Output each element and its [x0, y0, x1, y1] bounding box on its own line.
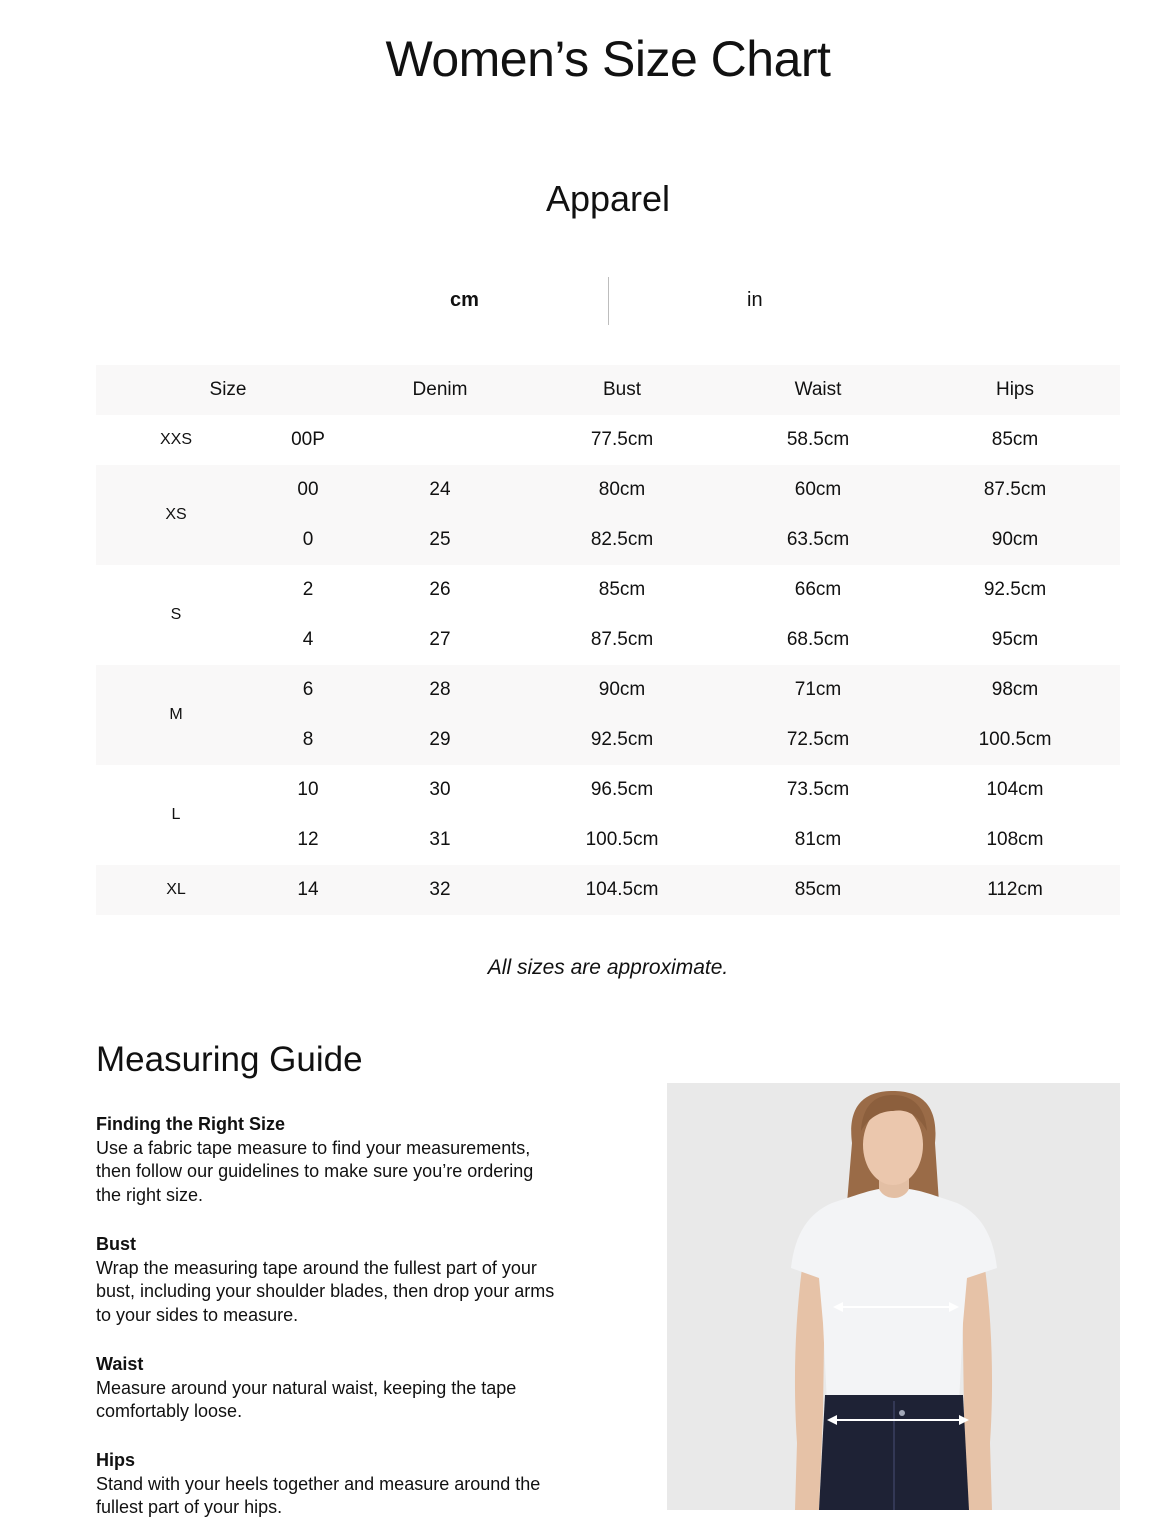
hips-value: 85cm — [991, 429, 1039, 450]
size-group-xs — [96, 465, 1120, 565]
denim-size: 32 — [429, 879, 451, 900]
denim-size: 26 — [429, 579, 451, 600]
waist-value: 85cm — [794, 879, 842, 900]
denim-size: 28 — [429, 679, 451, 700]
denim-size: 27 — [429, 629, 451, 650]
size-number: 10 — [297, 779, 319, 800]
hips-value: 100.5cm — [978, 729, 1052, 750]
section-title-apparel: Apparel — [545, 178, 671, 219]
header-waist: Waist — [794, 379, 842, 400]
denim-size: 31 — [429, 829, 451, 850]
guide-section-waist — [96, 1353, 556, 1424]
size-number: 00P — [291, 429, 325, 450]
hips-value: 95cm — [991, 629, 1039, 650]
denim-size — [360, 415, 520, 465]
approximate-sizes-note: All sizes are approximate. — [487, 956, 729, 979]
unit-cm-button[interactable]: cm — [450, 289, 479, 311]
unit-toggle — [0, 277, 1172, 325]
bust-value: 80cm — [598, 479, 646, 500]
hips-value: 108cm — [986, 829, 1044, 850]
table-row — [96, 415, 1120, 465]
hips-value: 90cm — [991, 529, 1039, 550]
waist-value: 72.5cm — [786, 729, 850, 750]
size-group-l — [96, 765, 1120, 865]
waist-value: 63.5cm — [786, 529, 850, 550]
size-number: 6 — [302, 679, 314, 700]
guide-text: Use a fabric tape measure to find your measurements, then follow our guidelines to make sure you’re ordering the right size. — [96, 1137, 534, 1205]
waist-value: 73.5cm — [786, 779, 850, 800]
waist-value: 66cm — [794, 579, 842, 600]
table-row — [96, 565, 1120, 615]
size-table — [96, 365, 1120, 915]
size-label: M — [169, 706, 183, 723]
header-denim: Denim — [412, 379, 468, 400]
hips-value: 92.5cm — [983, 579, 1047, 600]
table-row — [96, 765, 1120, 815]
hips-value: 112cm — [987, 879, 1043, 900]
denim-size: 29 — [429, 729, 451, 750]
size-label: L — [171, 806, 181, 823]
table-row — [96, 665, 1120, 715]
waist-value: 60cm — [794, 479, 842, 500]
waist-value: 68.5cm — [786, 629, 850, 650]
bust-value: 85cm — [598, 579, 646, 600]
unit-in-button[interactable]: in — [747, 289, 763, 311]
size-label: XXS — [159, 431, 192, 448]
waist-value: 71cm — [794, 679, 842, 700]
measuring-model-photo — [667, 1083, 1120, 1510]
guide-section-hips — [96, 1449, 556, 1520]
bust-value: 77.5cm — [590, 429, 654, 450]
hips-value: 98cm — [991, 679, 1039, 700]
waist-value: 58.5cm — [786, 429, 850, 450]
guide-heading: Hips — [96, 1450, 136, 1470]
guide-heading: Bust — [96, 1234, 136, 1254]
bust-value: 100.5cm — [585, 829, 659, 850]
size-label: XL — [166, 881, 186, 898]
table-row — [96, 615, 1120, 665]
guide-heading: Waist — [96, 1354, 144, 1374]
guide-heading: Finding the Right Size — [96, 1114, 285, 1134]
table-row — [96, 815, 1120, 865]
size-number: 12 — [297, 829, 319, 850]
guide-section-right-size — [96, 1113, 556, 1207]
size-number: 8 — [302, 729, 314, 750]
bust-value: 90cm — [598, 679, 646, 700]
size-group-xxs — [96, 415, 1120, 465]
bust-value: 104.5cm — [585, 879, 659, 900]
guide-text: Measure around your natural waist, keeping the tape comfortably loose. — [96, 1377, 517, 1421]
size-number: 2 — [302, 579, 314, 600]
size-group-s — [96, 565, 1120, 665]
table-row — [96, 515, 1120, 565]
bust-value: 87.5cm — [590, 629, 654, 650]
table-row — [96, 465, 1120, 515]
size-number: 00 — [297, 479, 319, 500]
hips-value: 104cm — [986, 779, 1044, 800]
denim-size: 25 — [429, 529, 451, 550]
size-label: XS — [165, 506, 187, 523]
bust-value: 82.5cm — [590, 529, 654, 550]
table-row — [96, 715, 1120, 765]
header-size: Size — [209, 379, 247, 400]
guide-text: Wrap the measuring tape around the fullest part of your bust, including your shoulder blades, then drop your arms to your sides to measure. — [96, 1257, 555, 1325]
header-bust: Bust — [602, 379, 642, 400]
hips-value: 87.5cm — [983, 479, 1047, 500]
guide-text: Stand with your heels together and measure around the fullest part of your hips. — [96, 1473, 541, 1517]
waist-value: 81cm — [794, 829, 842, 850]
denim-size: 30 — [429, 779, 451, 800]
measuring-guide-title: Measuring Guide — [96, 1040, 363, 1079]
size-group-xl — [96, 865, 1120, 915]
size-number: 4 — [302, 629, 314, 650]
page-title: Women’s Size Chart — [385, 31, 831, 87]
unit-divider — [608, 277, 609, 325]
size-group-m — [96, 665, 1120, 765]
guide-section-bust — [96, 1233, 556, 1327]
denim-size: 24 — [429, 479, 451, 500]
size-label: S — [170, 606, 182, 623]
table-header-row — [96, 365, 1120, 415]
bust-value: 92.5cm — [590, 729, 654, 750]
header-hips: Hips — [995, 379, 1034, 400]
size-number: 0 — [302, 529, 314, 550]
size-number: 14 — [297, 879, 319, 900]
table-row — [96, 865, 1120, 915]
bust-value: 96.5cm — [590, 779, 654, 800]
